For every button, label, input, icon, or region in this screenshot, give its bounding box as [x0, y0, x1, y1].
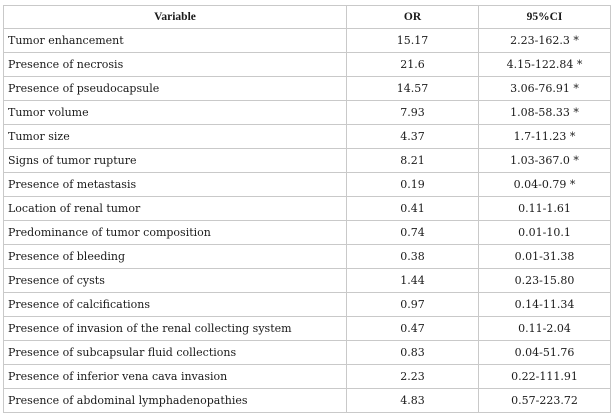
row-variable-cell: Presence of metastasis [4, 173, 347, 197]
table-row [4, 389, 611, 413]
row-or-cell: 0.47 [347, 317, 479, 341]
row-or-cell: 14.57 [347, 77, 479, 101]
table-row [4, 365, 611, 389]
row-ci-cell: 0.14-11.34 [479, 293, 611, 317]
table-row [4, 173, 611, 197]
row-variable-cell: Tumor enhancement [4, 29, 347, 53]
row-variable-cell: Presence of calcifications [4, 293, 347, 317]
row-variable-cell: Signs of tumor rupture [4, 149, 347, 173]
odds-ratio-table [3, 5, 611, 413]
row-or-cell: 15.17 [347, 29, 479, 53]
row-variable-cell: Tumor volume [4, 101, 347, 125]
table-row [4, 77, 611, 101]
row-or-cell: 4.83 [347, 389, 479, 413]
table-row [4, 197, 611, 221]
row-ci-cell: 0.11-2.04 [479, 317, 611, 341]
row-or-cell: 0.19 [347, 173, 479, 197]
row-ci-cell: 0.04-51.76 [479, 341, 611, 365]
row-ci-cell: 0.23-15.80 [479, 269, 611, 293]
table-row [4, 245, 611, 269]
table-row [4, 341, 611, 365]
table-row [4, 125, 611, 149]
row-or-cell: 8.21 [347, 149, 479, 173]
table-row [4, 53, 611, 77]
row-ci-cell: 0.04-0.79 * [479, 173, 611, 197]
row-variable-cell: Presence of pseudocapsule [4, 77, 347, 101]
row-variable-cell: Presence of inferior vena cava invasion [4, 365, 347, 389]
row-variable-cell: Presence of cysts [4, 269, 347, 293]
row-or-cell: 2.23 [347, 365, 479, 389]
row-ci-cell: 0.01-31.38 [479, 245, 611, 269]
row-variable-cell: Presence of subcapsular fluid collections [4, 341, 347, 365]
row-or-cell: 0.97 [347, 293, 479, 317]
row-or-cell: 0.74 [347, 221, 479, 245]
table-body [4, 29, 611, 413]
row-ci-cell: 2.23-162.3 * [479, 29, 611, 53]
row-ci-cell: 4.15-122.84 * [479, 53, 611, 77]
row-ci-cell: 0.22-111.91 [479, 365, 611, 389]
table-row [4, 149, 611, 173]
row-ci-cell: 1.7-11.23 * [479, 125, 611, 149]
row-variable-cell: Presence of bleeding [4, 245, 347, 269]
row-ci-cell: 1.08-58.33 * [479, 101, 611, 125]
row-or-cell: 1.44 [347, 269, 479, 293]
header-variable: Variable [4, 6, 347, 29]
table-row [4, 317, 611, 341]
header-row [4, 6, 611, 29]
row-ci-cell: 0.57-223.72 [479, 389, 611, 413]
row-ci-cell: 1.03-367.0 * [479, 149, 611, 173]
row-variable-cell: Predominance of tumor composition [4, 221, 347, 245]
table-row [4, 293, 611, 317]
row-variable-cell: Presence of necrosis [4, 53, 347, 77]
row-or-cell: 0.41 [347, 197, 479, 221]
header-ci: 95%CI [479, 6, 611, 29]
row-or-cell: 7.93 [347, 101, 479, 125]
table-row [4, 101, 611, 125]
row-or-cell: 4.37 [347, 125, 479, 149]
row-ci-cell: 0.11-1.61 [479, 197, 611, 221]
row-or-cell: 21.6 [347, 53, 479, 77]
row-ci-cell: 3.06-76.91 * [479, 77, 611, 101]
row-variable-cell: Presence of invasion of the renal collecting system [4, 317, 347, 341]
row-or-cell: 0.83 [347, 341, 479, 365]
row-variable-cell: Tumor size [4, 125, 347, 149]
table-row [4, 269, 611, 293]
table-row [4, 29, 611, 53]
table-row [4, 221, 611, 245]
row-variable-cell: Presence of abdominal lymphadenopathies [4, 389, 347, 413]
header-or: OR [347, 6, 479, 29]
row-ci-cell: 0.01-10.1 [479, 221, 611, 245]
row-variable-cell: Location of renal tumor [4, 197, 347, 221]
row-or-cell: 0.38 [347, 245, 479, 269]
